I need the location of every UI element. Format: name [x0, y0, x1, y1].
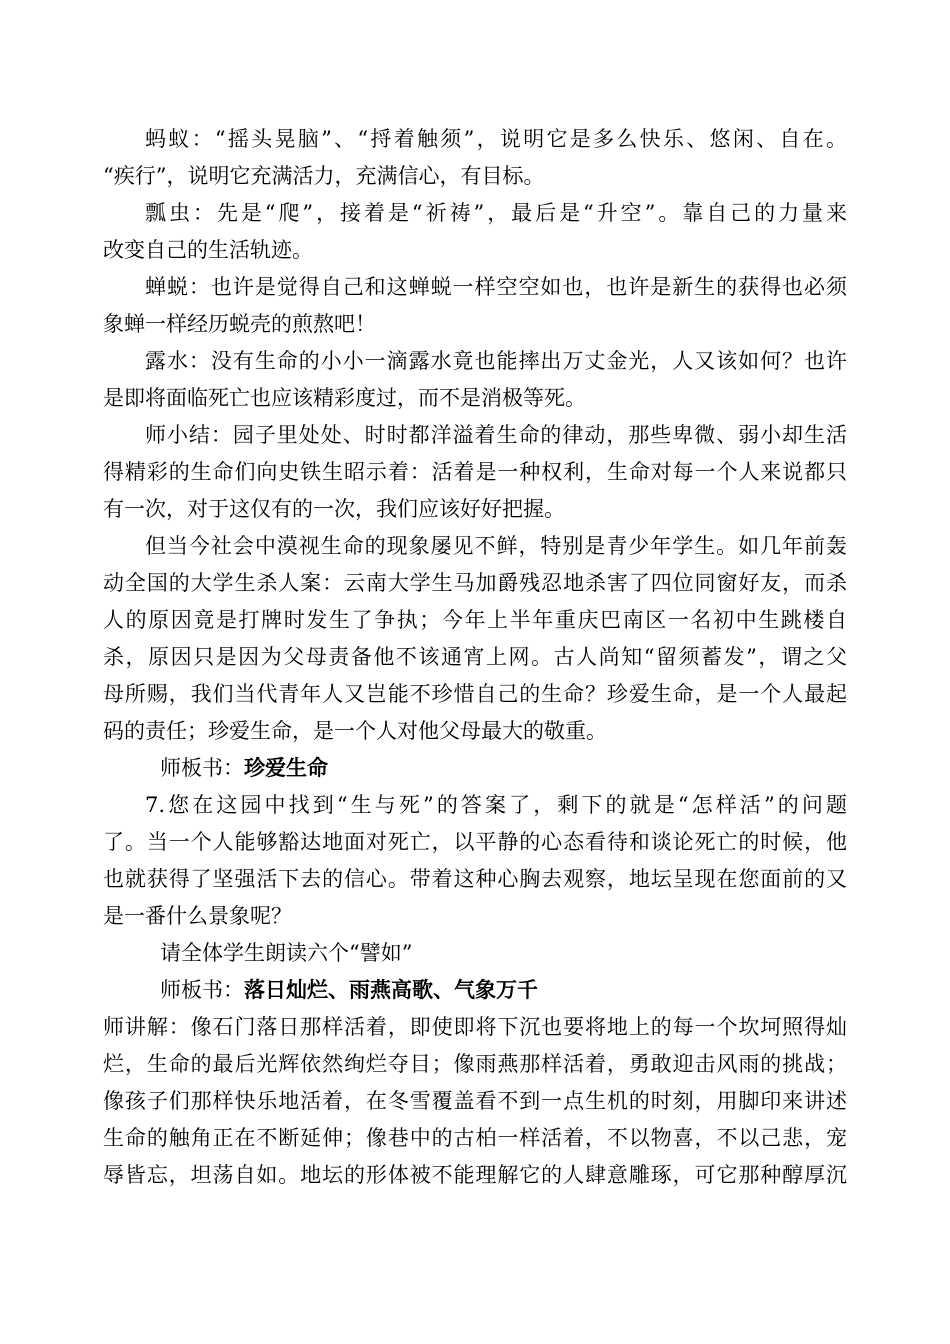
- paragraph-cicada-line-2: 象蝉一样经历蜕壳的煎熬吧！: [103, 312, 376, 336]
- paragraph-summary-line-1: 师小结：园子里处处、时时都洋溢着生命的律动，那些卑微、弱小却生活: [145, 423, 847, 447]
- paragraph-lecture-line-5: 辱皆忘，坦荡自如。地坛的形体被不能理解它的人肆意雕琢，可它那种醇厚沉: [103, 1163, 847, 1187]
- paragraph-cicada-line-1: 蝉蜕：也许是觉得自己和这蝉蜕一样空空如也，也许是新生的获得也必须: [145, 275, 847, 299]
- paragraph-society-line-4: 杀，原因只是因为父母责备他不该通宵上网。古人尚知“留须蓄发”，谓之父: [103, 645, 847, 669]
- paragraph-ant-line-2: “疾行”，说明它充满活力，充满信心，有目标。: [103, 164, 545, 188]
- board-note-2-content: 落日灿烂、雨燕高歌、气象万千: [244, 977, 538, 1002]
- paragraph-seven-line-4: 是一番什么景象呢？: [103, 904, 292, 928]
- board-note-1-label: 师板书：: [160, 756, 244, 780]
- paragraph-society-line-2: 动全国的大学生杀人案：云南大学生马加爵残忍地杀害了四位同窗好友，而杀: [103, 571, 847, 595]
- paragraph-society-line-5: 母所赐，我们当代青年人又岂能不珍惜自己的生命？珍爱生命，是一个人最起: [103, 682, 847, 706]
- paragraph-society-line-6: 码的责任；珍爱生命，是一个人对他父母最大的敬重。: [103, 719, 607, 743]
- paragraph-dew-line-1: 露水：没有生命的小小一滴露水竟也能摔出万丈金光，人又该如何？也许: [145, 349, 847, 373]
- paragraph-lecture-line-4: 生命的触角正在不断延伸；像巷中的古柏一样活着，不以物喜，不以己悲，宠: [103, 1126, 847, 1150]
- paragraph-lecture-line-1: 师讲解：像石门落日那样活着，即使即将下沉也要将地上的每一个坎坷照得灿: [103, 1015, 847, 1039]
- paragraph-ladybug-line-2: 改变自己的生活轨迹。: [103, 238, 313, 262]
- board-note-2-label: 师板书：: [160, 978, 244, 1002]
- reading-instruction: 请全体学生朗读六个“譬如”: [160, 941, 413, 965]
- paragraph-seven-line-1: 7.您在这园中找到“生与死”的答案了，剩下的就是“怎样活”的问题: [145, 793, 847, 817]
- paragraph-society-line-3: 人的原因竟是打牌时发生了争执；今年上半年重庆巴南区一名初中生跳楼自: [103, 608, 847, 632]
- board-note-1: [160, 748, 847, 788]
- paragraph-summary-line-2: 得精彩的生命们向史铁生昭示着：活着是一种权利，生命对每一个人来说都只: [103, 460, 847, 484]
- paragraph-ant-line-1: 蚂蚁：“摇头晃脑”、“捋着触须”，说明它是多么快乐、悠闲、自在。: [145, 127, 847, 151]
- board-note-1-content: 珍爱生命: [244, 755, 328, 780]
- paragraph-summary-line-3: 有一次，对于这仅有的一次，我们应该好好把握。: [103, 497, 565, 521]
- paragraph-lecture-line-2: 烂，生命的最后光辉依然绚烂夺目；像雨燕那样活着，勇敢迎击风雨的挑战；: [103, 1052, 847, 1076]
- paragraph-seven-line-2: 了。当一个人能够豁达地面对死亡，以平静的心态看待和谈论死亡的时候，他: [103, 830, 847, 854]
- paragraph-society-line-1: 但当今社会中漠视生命的现象屡见不鲜，特别是青少年学生。如几年前轰: [145, 534, 847, 558]
- paragraph-seven-line-3: 也就获得了坚强活下去的信心。带着这种心胸去观察，地坛呈现在您面前的又: [103, 867, 847, 891]
- paragraph-lecture-line-3: 像孩子们那样快乐地活着，在冬雪覆盖看不到一点生机的时刻，用脚印来讲述: [103, 1089, 847, 1113]
- paragraph-dew-line-2: 是即将面临死亡也应该精彩度过，而不是消极等死。: [103, 386, 586, 410]
- board-note-2: [160, 970, 847, 1010]
- paragraph-ladybug-line-1: 瓢虫：先是“爬”，接着是“祈祷”，最后是“升空”。靠自己的力量来: [145, 201, 847, 225]
